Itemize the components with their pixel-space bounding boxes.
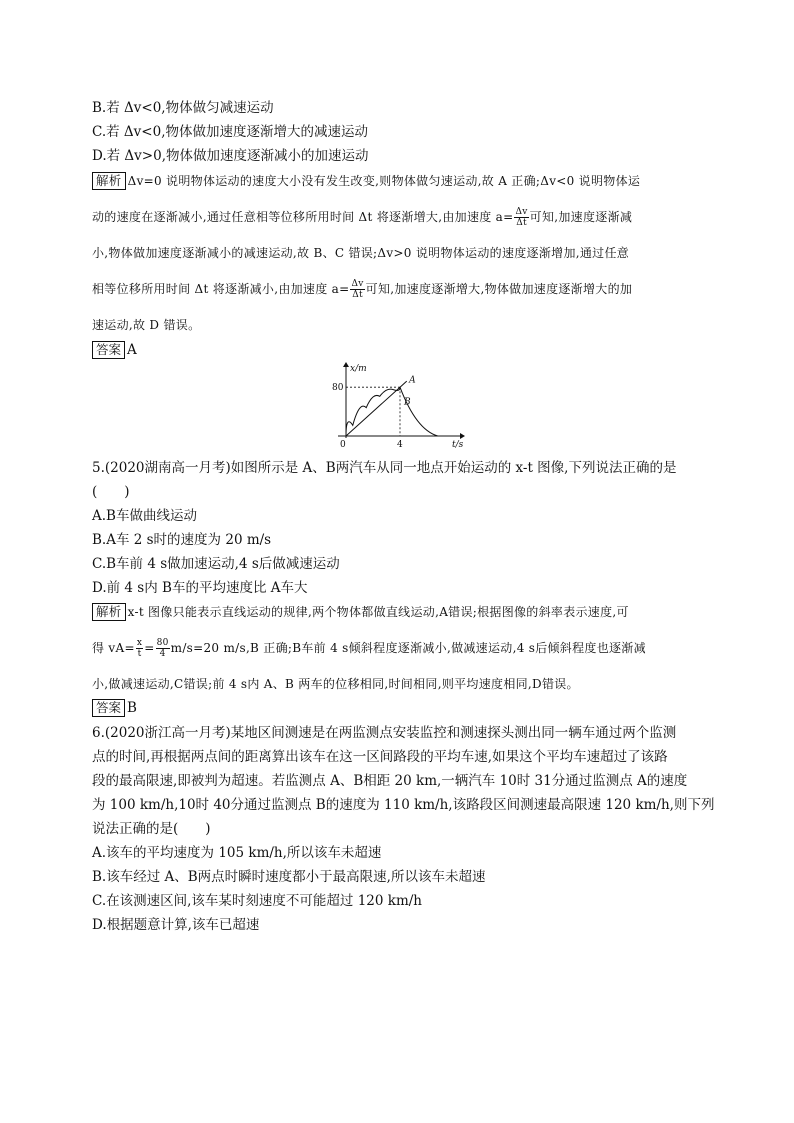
series-a-label: A [409,375,416,386]
q4-analysis-tag: 解析 [92,172,126,190]
q6-option-d: D.根据题意计算,该车已超速 [92,917,260,933]
x-tick-label-0: 0 [340,440,346,450]
q4-analysis-line-4: 相等位移所用时间 Δt 将逐渐减小,由加速度 a= $\frac{\Delta v}{\Delta t}$ 可知,加速度逐渐增大,物体做加速度逐渐增大的加 [92,279,633,300]
q4-analysis-line-1: 解析 Δv=0 说明物体运动的速度大小没有发生改变,则物体做匀速运动,故 A 正确;Δv<0 说明物体运 [92,171,640,191]
q4-analysis-line-5: 速运动,故 D 错误。 [92,318,201,332]
y-axis-label: x/m [350,364,367,374]
q5-analysis-tag: 解析 [92,603,126,621]
q4-answer: 答案 A [92,340,137,360]
q5-fraction-2: $\frac{80}{4}$ [156,638,169,659]
q4-analysis-line-2: 动的速度在逐渐减小,通过任意相等位移所用时间 Δt 将逐渐增大,由加速度 a= $\frac{\Delta v}{\Delta t}$ 可知,加速度逐渐减 [92,207,633,228]
series-b-after [400,387,438,436]
q5-blank: ( ) [92,484,130,500]
q4-answer-tag: 答案 [92,341,125,359]
q4-option-b: B.若 Δv<0,物体做匀减速运动 [92,100,274,116]
q5-analysis-line-3: 小,做减速运动,C错误;前 4 s内 A、B 两车的位移相同,时间相同,则平均速度相同,D错误。 [92,677,579,691]
q5-option-b: B.A车 2 s时的速度为 20 m/s [92,532,272,548]
q5-stem: 5.(2020湖南高一月考)如图所示是 A、B两汽车从同一地点开始运动的 x-t 图像,下列说法正确的是 [92,460,677,476]
q6-stem-line-1: 6.(2020浙江高一月考)某地区间测速是在两监测点安装监控和测速探头测出同一辆车通过两个监测 [92,725,677,741]
q6-option-c: C.在该测速区间,该车某时刻速度不可能超过 120 km/h [92,893,423,909]
q6-stem-line-3: 段的最高限速,即被判为超速。若监测点 A、B相距 20 km,一辆汽车 10时 31分通过监测点 A的速度 [92,773,688,789]
x-tick-label-4: 4 [397,440,403,450]
q5-analysis-line-2: 得 vA= $\frac{x}{t}$ = $\frac{80}{4}$ m/s=20 m/s,B 正确;B车前 4 s倾斜程度逐渐减小,做减速运动,4 s后倾斜程度也逐渐减 [92,638,646,659]
q5-option-a: A.B车做曲线运动 [92,508,197,524]
q4-fraction-1: $\frac{\Delta v}{\Delta t}$ [515,207,528,228]
q5-option-c: C.B车前 4 s做加速运动,4 s后做减速运动 [92,556,340,572]
q4-option-c: C.若 Δv<0,物体做加速度逐渐增大的减速运动 [92,124,368,140]
x-axis-label: t/s [452,440,464,450]
q4-fraction-2: $\frac{\Delta v}{\Delta t}$ [351,279,364,300]
q5-analysis-line-1: 解析 x-t 图像只能表示直线运动的规律,两个物体都做直线运动,A错误;根据图像的斜率表示速度,可 [92,602,629,622]
q5-answer-tag: 答案 [92,699,125,717]
q4-option-d: D.若 Δv>0,物体做加速度逐渐减小的加速运动 [92,148,369,164]
y-axis-arrow [343,362,349,367]
q5-fraction-1: $\frac{x}{t}$ [136,638,143,659]
q6-option-a: A.该车的平均速度为 105 km/h,所以该车未超速 [92,845,382,861]
q5-answer: 答案 B [92,698,137,718]
series-a-line [346,381,407,436]
q6-option-b: B.该车经过 A、B两点时瞬时速度都小于最高限速,所以该车未超速 [92,869,486,885]
x-axis-arrow [460,433,465,439]
q6-stem-line-4: 为 100 km/h,10时 40分通过监测点 B的速度为 110 km/h,该路段区间测速最高限速 120 km/h,则下列 [92,797,715,813]
xt-graph [328,362,468,452]
q5-option-d: D.前 4 s内 B车的平均速度比 A车大 [92,580,308,596]
q6-stem-line-5: 说法正确的是( ) [92,821,211,837]
y-tick-label-80: 80 [332,383,344,394]
series-b-label: B [404,397,411,408]
q6-stem-line-2: 点的时间,再根据两点间的距离算出该车在这一区间路段的平均车速,如果这个平均车速超过了该路 [92,749,668,765]
q4-analysis-line-3: 小,物体做加速度逐渐减小的减速运动,故 B、C 错误;Δv>0 说明物体运动的速度逐渐增加,通过任意 [92,246,630,260]
